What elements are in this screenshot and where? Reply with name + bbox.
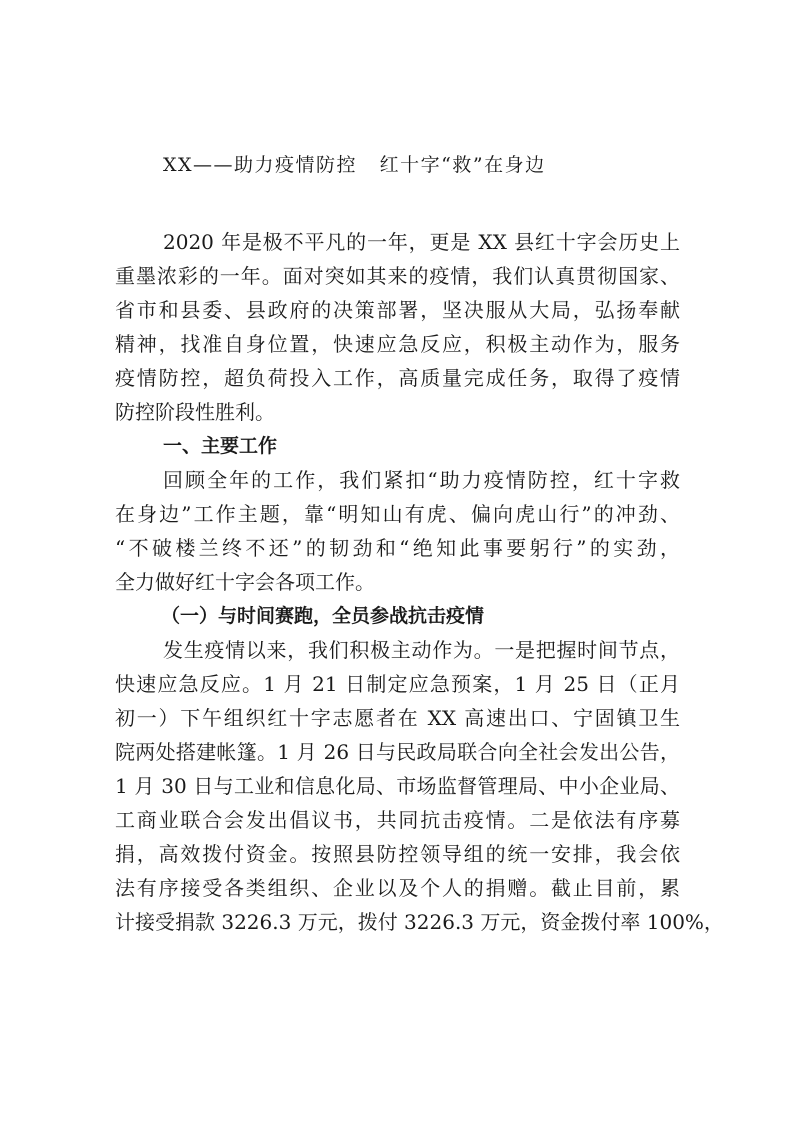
paragraph-line: 工商业联合会发出倡议书，共同抗击疫情。二是依法有序募 [115, 808, 680, 832]
paragraph-line: 2020 年是极不平凡的一年，更是 XX 县红十字会历史上 [163, 230, 680, 254]
paragraph-line: 在身边”工作主题，靠“明知山有虎、偏向虎山行”的冲劲、 [115, 502, 680, 526]
document-title: XX——助力疫情防控 红十字“救”在身边 [163, 154, 546, 176]
paragraph-line: 1 月 30 日与工业和信息化局、市场监督管理局、中小企业局、 [115, 774, 680, 798]
paragraph-line: 重墨浓彩的一年。面对突如其来的疫情，我们认真贯彻国家、 [115, 264, 680, 288]
paragraph-line: 回顾全年的工作，我们紧扣“助力疫情防控，红十字救 [163, 468, 680, 492]
paragraph-line: 计接受捐款 3226.3 万元，拨付 3226.3 万元，资金拨付率 100%， [115, 910, 724, 934]
paragraph-line: 全力做好红十字会各项工作。 [115, 570, 375, 594]
paragraph-line: 疫情防控，超负荷投入工作，高质量完成任务，取得了疫情 [115, 366, 680, 390]
subsection-heading: （一）与时间赛跑，全员参战抗击疫情 [161, 605, 485, 627]
paragraph-line: 快速应急反应。1 月 21 日制定应急预案，1 月 25 日（正月 [115, 672, 680, 696]
paragraph-line: 初一）下午组织红十字志愿者在 XX 高速出口、宁固镇卫生 [115, 706, 680, 730]
paragraph-line: 精神，找准自身位置，快速应急反应，积极主动作为，服务 [115, 332, 680, 356]
section-heading: 一、主要工作 [163, 435, 278, 457]
paragraph-line: “不破楼兰终不还”的韧劲和“绝知此事要躬行”的实劲， [115, 536, 680, 560]
paragraph-line: 院两处搭建帐篷。1 月 26 日与民政局联合向全社会发出公告， [115, 740, 680, 764]
paragraph-line: 发生疫情以来，我们积极主动作为。一是把握时间节点， [163, 638, 680, 662]
paragraph-line: 防控阶段性胜利。 [115, 400, 275, 424]
paragraph-line: 法有序接受各类组织、企业以及个人的捐赠。截止目前，累 [115, 876, 680, 900]
paragraph-line: 省市和县委、县政府的决策部署，坚决服从大局，弘扬奉献 [115, 298, 680, 322]
paragraph-line: 捐，高效拨付资金。按照县防控领导组的统一安排，我会依 [115, 842, 680, 866]
